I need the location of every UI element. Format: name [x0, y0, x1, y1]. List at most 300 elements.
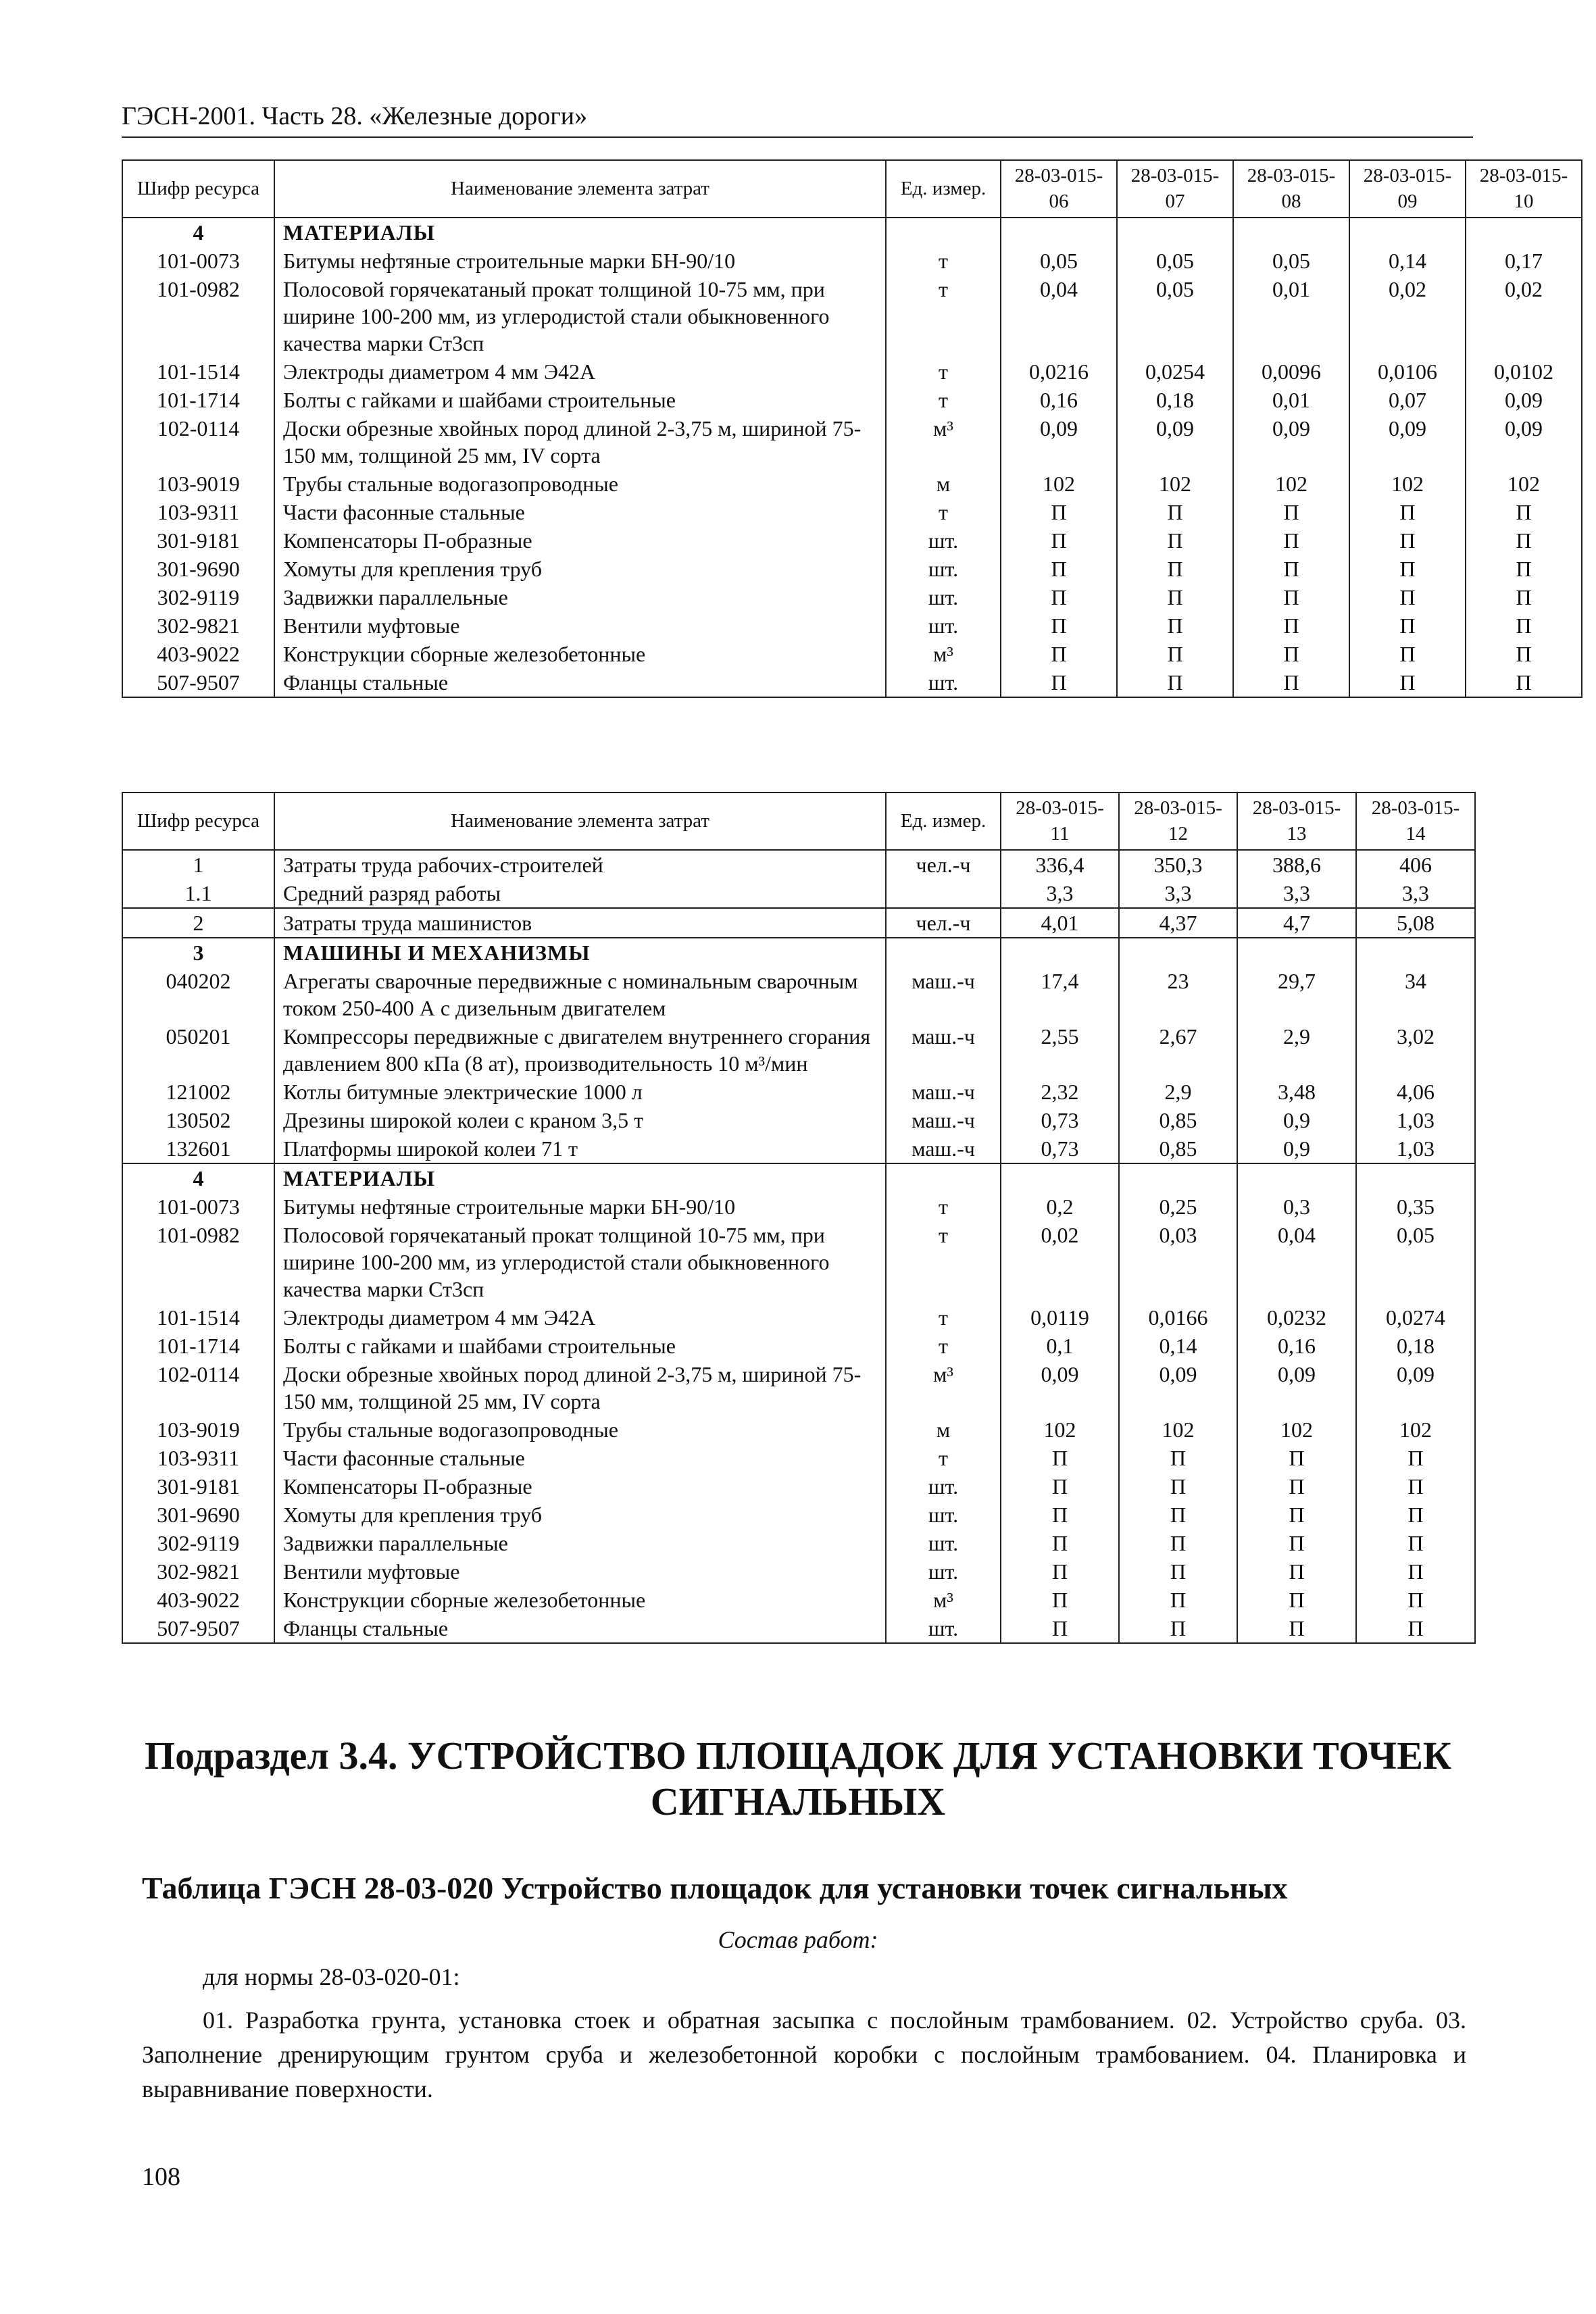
resource-code: 403-9022 — [122, 1586, 274, 1614]
value-cell: П — [1117, 583, 1233, 611]
resource-code: 302-9821 — [122, 1557, 274, 1586]
value-cell: П — [1119, 1444, 1237, 1472]
unit-cell: шт. — [886, 668, 1001, 697]
value-cell: П — [1001, 1586, 1119, 1614]
unit-cell: т — [886, 386, 1001, 414]
table-row — [122, 1501, 1475, 1529]
value-cell: П — [1001, 1529, 1119, 1557]
unit-cell: чел.-ч — [886, 850, 1001, 879]
value-cell: П — [1001, 668, 1117, 697]
empty-cell — [1237, 938, 1356, 967]
value-cell: П — [1119, 1614, 1237, 1643]
unit-cell: м³ — [886, 1586, 1001, 1614]
resource-code: 302-9821 — [122, 611, 274, 640]
unit-cell: шт. — [886, 1557, 1001, 1586]
table-row — [122, 1586, 1475, 1614]
value-cell: 0,09 — [1001, 414, 1117, 470]
resource-table-015-11-14 — [122, 792, 1476, 1644]
header-unit: Ед. измер. — [886, 160, 1001, 218]
section-title: МАТЕРИАЛЫ — [274, 218, 886, 247]
value-cell: 0,02 — [1001, 1221, 1119, 1303]
value-cell: 0,05 — [1001, 247, 1117, 275]
value-cell: П — [1117, 611, 1233, 640]
table-row — [122, 275, 1582, 357]
table-row — [122, 640, 1582, 668]
value-cell: П — [1237, 1444, 1356, 1472]
resource-name: Полосовой горячекатаный прокат толщиной 10-75 мм, при ширине 100-200 мм, из углеродистой стали обыкновенного качества марки Ст3сп — [274, 275, 886, 357]
header-norm: 28-03-015-08 — [1233, 160, 1349, 218]
resource-name: Средний разряд работы — [274, 879, 886, 908]
value-cell: П — [1466, 526, 1582, 555]
value-cell: 0,02 — [1466, 275, 1582, 357]
resource-name: Затраты труда рабочих-строителей — [274, 850, 886, 879]
resource-code: 102-0114 — [122, 1360, 274, 1415]
resource-code: 101-0073 — [122, 247, 274, 275]
value-cell: П — [1349, 555, 1466, 583]
value-cell: 0,0232 — [1237, 1303, 1356, 1332]
resource-code: 101-0982 — [122, 275, 274, 357]
unit-cell: т — [886, 247, 1001, 275]
resource-code: 101-1514 — [122, 357, 274, 386]
value-cell: П — [1001, 555, 1117, 583]
resource-name: Хомуты для крепления труб — [274, 1501, 886, 1529]
resource-name: Вентили муфтовые — [274, 1557, 886, 1586]
resource-code: 1 — [122, 850, 274, 879]
resource-code: 2 — [122, 908, 274, 938]
value-cell: П — [1001, 640, 1117, 668]
unit-cell: маш.-ч — [886, 1106, 1001, 1134]
value-cell: 2,9 — [1237, 1022, 1356, 1078]
value-cell: П — [1117, 498, 1233, 526]
value-cell: 29,7 — [1237, 967, 1356, 1022]
unit-cell — [886, 879, 1001, 908]
resource-name: Битумы нефтяные строительные марки БН-90/10 — [274, 247, 886, 275]
unit-cell: маш.-ч — [886, 1078, 1001, 1106]
table-row — [122, 583, 1582, 611]
value-cell: 0,1 — [1001, 1332, 1119, 1360]
table-row — [122, 1557, 1475, 1586]
value-cell: П — [1119, 1586, 1237, 1614]
resource-name: Фланцы стальные — [274, 1614, 886, 1643]
value-cell: П — [1119, 1529, 1237, 1557]
value-cell: 0,0254 — [1117, 357, 1233, 386]
table-row — [122, 1614, 1475, 1643]
unit-cell: чел.-ч — [886, 908, 1001, 938]
value-cell: 0,09 — [1466, 414, 1582, 470]
value-cell: 102 — [1001, 470, 1117, 498]
header-unit: Ед. измер. — [886, 793, 1001, 850]
resource-name: Компрессоры передвижные с двигателем внутреннего сгорания давлением 800 кПа (8 ат), производительность 10 м³/мин — [274, 1022, 886, 1078]
value-cell: П — [1237, 1586, 1356, 1614]
unit-cell: шт. — [886, 1529, 1001, 1557]
value-cell: 0,04 — [1237, 1221, 1356, 1303]
value-cell: 102 — [1466, 470, 1582, 498]
table-row — [122, 1134, 1475, 1163]
value-cell: П — [1117, 555, 1233, 583]
table-row — [122, 1106, 1475, 1134]
value-cell: 0,73 — [1001, 1134, 1119, 1163]
value-cell: П — [1466, 498, 1582, 526]
value-cell: 0,2 — [1001, 1192, 1119, 1221]
table-row — [122, 1415, 1475, 1444]
resource-code: 101-1714 — [122, 386, 274, 414]
unit-cell: т — [886, 1192, 1001, 1221]
value-cell: 0,25 — [1119, 1192, 1237, 1221]
section-row — [122, 938, 1475, 967]
value-cell: 5,08 — [1356, 908, 1475, 938]
value-cell: 0,0106 — [1349, 357, 1466, 386]
value-cell: П — [1349, 526, 1466, 555]
unit-cell: шт. — [886, 1501, 1001, 1529]
resource-name: Доски обрезные хвойных пород длиной 2-3,75 м, шириной 75-150 мм, толщиной 25 мм, IV сорта — [274, 1360, 886, 1415]
resource-code: 101-0073 — [122, 1192, 274, 1221]
value-cell: 0,05 — [1117, 247, 1233, 275]
resource-name: Битумы нефтяные строительные марки БН-90/10 — [274, 1192, 886, 1221]
header-code: Шифр ресурса — [122, 793, 274, 850]
value-cell: 0,05 — [1356, 1221, 1475, 1303]
header-norm: 28-03-015-09 — [1349, 160, 1466, 218]
table-row — [122, 555, 1582, 583]
resource-code: 403-9022 — [122, 640, 274, 668]
resource-name: Дрезины широкой колеи с краном 3,5 т — [274, 1106, 886, 1134]
table-row — [122, 1303, 1475, 1332]
value-cell: 2,32 — [1001, 1078, 1119, 1106]
table-row — [122, 1332, 1475, 1360]
resource-code: 101-0982 — [122, 1221, 274, 1303]
value-cell: 3,02 — [1356, 1022, 1475, 1078]
value-cell: 0,09 — [1233, 414, 1349, 470]
unit-cell: маш.-ч — [886, 967, 1001, 1022]
value-cell: П — [1356, 1614, 1475, 1643]
value-cell: 0,14 — [1119, 1332, 1237, 1360]
table-row — [122, 611, 1582, 640]
resource-name: Задвижки параллельные — [274, 1529, 886, 1557]
table-header-row — [122, 793, 1475, 850]
resource-name: Котлы битумные электрические 1000 л — [274, 1078, 886, 1106]
resource-name: Болты с гайками и шайбами строительные — [274, 1332, 886, 1360]
value-cell: П — [1356, 1501, 1475, 1529]
value-cell: 0,85 — [1119, 1134, 1237, 1163]
value-cell: 4,7 — [1237, 908, 1356, 938]
value-cell: 0,0102 — [1466, 357, 1582, 386]
value-cell: П — [1356, 1557, 1475, 1586]
resource-name: Электроды диаметром 4 мм Э42А — [274, 1303, 886, 1332]
unit-cell: т — [886, 1221, 1001, 1303]
subsection-title: Подраздел 3.4. УСТРОЙСТВО ПЛОЩАДОК ДЛЯ УСТАНОВКИ ТОЧЕК СИГНАЛЬНЫХ — [145, 1734, 1451, 1824]
value-cell: 0,09 — [1001, 1360, 1119, 1415]
value-cell: П — [1356, 1444, 1475, 1472]
value-cell: П — [1233, 498, 1349, 526]
value-cell: П — [1117, 668, 1233, 697]
resource-name: Болты с гайками и шайбами строительные — [274, 386, 886, 414]
table-body — [122, 850, 1475, 1643]
empty-cell — [1119, 1163, 1237, 1192]
value-cell: 0,16 — [1237, 1332, 1356, 1360]
value-cell: 2,67 — [1119, 1022, 1237, 1078]
resource-name: Части фасонные стальные — [274, 1444, 886, 1472]
table-row — [122, 1529, 1475, 1557]
resource-name: Затраты труда машинистов — [274, 908, 886, 938]
section-code: 3 — [122, 938, 274, 967]
value-cell: 23 — [1119, 967, 1237, 1022]
value-cell: П — [1349, 583, 1466, 611]
table-row — [122, 668, 1582, 697]
unit-cell: маш.-ч — [886, 1134, 1001, 1163]
table-header-row — [122, 160, 1582, 218]
resource-code: 1.1 — [122, 879, 274, 908]
resource-name: Трубы стальные водогазопроводные — [274, 1415, 886, 1444]
value-cell: 0,73 — [1001, 1106, 1119, 1134]
unit-cell: шт. — [886, 611, 1001, 640]
resource-code: 040202 — [122, 967, 274, 1022]
value-cell: П — [1356, 1472, 1475, 1501]
unit-cell: т — [886, 498, 1001, 526]
value-cell: 0,0119 — [1001, 1303, 1119, 1332]
value-cell: 2,9 — [1119, 1078, 1237, 1106]
value-cell: П — [1356, 1586, 1475, 1614]
unit-cell: м³ — [886, 414, 1001, 470]
unit-cell: т — [886, 1444, 1001, 1472]
value-cell: 0,16 — [1001, 386, 1117, 414]
value-cell: 0,01 — [1233, 275, 1349, 357]
value-cell: 0,02 — [1349, 275, 1466, 357]
unit-cell: м³ — [886, 1360, 1001, 1415]
unit-cell: м³ — [886, 640, 1001, 668]
table-title: Таблица ГЭСН 28-03-020 Устройство площадок для установки точек сигнальных — [142, 1871, 1288, 1905]
value-cell: П — [1466, 640, 1582, 668]
value-cell: П — [1119, 1557, 1237, 1586]
value-cell: 0,35 — [1356, 1192, 1475, 1221]
value-cell: П — [1349, 611, 1466, 640]
value-cell: П — [1233, 583, 1349, 611]
value-cell: 102 — [1001, 1415, 1119, 1444]
empty-cell — [886, 1163, 1001, 1192]
resource-name: Агрегаты сварочные передвижные с номинальным сварочным током 250-400 А с дизельным двигателем — [274, 967, 886, 1022]
value-cell: 0,14 — [1349, 247, 1466, 275]
section-title: МАШИНЫ И МЕХАНИЗМЫ — [274, 938, 886, 967]
resource-code: 101-1714 — [122, 1332, 274, 1360]
value-cell: 0,09 — [1349, 414, 1466, 470]
unit-cell: м — [886, 470, 1001, 498]
unit-cell: шт. — [886, 555, 1001, 583]
value-cell: П — [1233, 668, 1349, 697]
table-row — [122, 1472, 1475, 1501]
value-cell: П — [1237, 1557, 1356, 1586]
resource-name: Электроды диаметром 4 мм Э42А — [274, 357, 886, 386]
value-cell: 0,09 — [1119, 1360, 1237, 1415]
table-row — [122, 1444, 1475, 1472]
value-cell: П — [1119, 1501, 1237, 1529]
header-name: Наименование элемента затрат — [274, 160, 886, 218]
value-cell: 102 — [1237, 1415, 1356, 1444]
resource-name: Компенсаторы П-образные — [274, 526, 886, 555]
section-code: 4 — [122, 1163, 274, 1192]
header-code: Шифр ресурса — [122, 160, 274, 218]
value-cell: 0,3 — [1237, 1192, 1356, 1221]
norm-label: для нормы 28-03-020-01: — [203, 1963, 460, 1990]
value-cell: 0,0096 — [1233, 357, 1349, 386]
value-cell: П — [1237, 1501, 1356, 1529]
empty-cell — [1356, 1163, 1475, 1192]
table-row — [122, 498, 1582, 526]
value-cell: П — [1466, 555, 1582, 583]
header-norm: 28-03-015-12 — [1119, 793, 1237, 850]
value-cell: П — [1117, 640, 1233, 668]
value-cell: 2,55 — [1001, 1022, 1119, 1078]
page-number: 108 — [142, 2163, 180, 2191]
empty-cell — [1119, 938, 1237, 967]
value-cell: П — [1233, 640, 1349, 668]
value-cell: 3,3 — [1356, 879, 1475, 908]
section-code: 4 — [122, 218, 274, 247]
table-row — [122, 967, 1475, 1022]
resource-name: Доски обрезные хвойных пород длиной 2-3,75 м, шириной 75-150 мм, толщиной 25 мм, IV сорта — [274, 414, 886, 470]
section-row — [122, 218, 1582, 247]
value-cell: 406 — [1356, 850, 1475, 879]
value-cell: 3,3 — [1001, 879, 1119, 908]
value-cell: П — [1001, 1614, 1119, 1643]
value-cell: П — [1356, 1529, 1475, 1557]
value-cell: 4,37 — [1119, 908, 1237, 938]
value-cell: 0,0216 — [1001, 357, 1117, 386]
value-cell: 4,01 — [1001, 908, 1119, 938]
header-norm: 28-03-015-10 — [1466, 160, 1582, 218]
resource-name: Платформы широкой колеи 71 т — [274, 1134, 886, 1163]
resource-name: Полосовой горячекатаный прокат толщиной 10-75 мм, при ширине 100-200 мм, из углеродистой стали обыкновенного качества марки Ст3сп — [274, 1221, 886, 1303]
unit-cell: маш.-ч — [886, 1022, 1001, 1078]
table-row — [122, 1221, 1475, 1303]
value-cell: 102 — [1356, 1415, 1475, 1444]
header-norm: 28-03-015-14 — [1356, 793, 1475, 850]
value-cell: П — [1001, 1444, 1119, 1472]
resource-name: Компенсаторы П-образные — [274, 1472, 886, 1501]
resource-code: 301-9181 — [122, 526, 274, 555]
value-cell: 102 — [1117, 470, 1233, 498]
value-cell: 0,17 — [1466, 247, 1582, 275]
empty-cell — [1237, 1163, 1356, 1192]
resource-name: Хомуты для крепления труб — [274, 555, 886, 583]
value-cell: 3,3 — [1119, 879, 1237, 908]
value-cell: П — [1466, 668, 1582, 697]
table-row — [122, 386, 1582, 414]
value-cell: 0,9 — [1237, 1106, 1356, 1134]
resource-name: Трубы стальные водогазопроводные — [274, 470, 886, 498]
empty-cell — [886, 938, 1001, 967]
resource-code: 302-9119 — [122, 583, 274, 611]
value-cell: 0,0166 — [1119, 1303, 1237, 1332]
resource-name: Вентили муфтовые — [274, 611, 886, 640]
resource-code: 507-9507 — [122, 1614, 274, 1643]
table-body — [122, 218, 1582, 697]
resource-name: Конструкции сборные железобетонные — [274, 640, 886, 668]
header-name: Наименование элемента затрат — [274, 793, 886, 850]
unit-cell: м — [886, 1415, 1001, 1444]
running-header: ГЭСН-2001. Часть 28. «Железные дороги» — [122, 101, 1473, 138]
empty-cell — [1356, 938, 1475, 967]
unit-cell: т — [886, 1332, 1001, 1360]
resource-code: 301-9181 — [122, 1472, 274, 1501]
resource-code: 121002 — [122, 1078, 274, 1106]
value-cell: 0,09 — [1356, 1360, 1475, 1415]
value-cell: П — [1349, 668, 1466, 697]
value-cell: 350,3 — [1119, 850, 1237, 879]
value-cell: П — [1001, 1501, 1119, 1529]
value-cell: 102 — [1233, 470, 1349, 498]
table-row — [122, 247, 1582, 275]
empty-cell — [1001, 1163, 1119, 1192]
value-cell: 0,07 — [1349, 386, 1466, 414]
value-cell: 0,18 — [1356, 1332, 1475, 1360]
resource-code: 132601 — [122, 1134, 274, 1163]
value-cell: 0,03 — [1119, 1221, 1237, 1303]
value-cell: 102 — [1119, 1415, 1237, 1444]
value-cell: П — [1001, 498, 1117, 526]
unit-cell: т — [886, 357, 1001, 386]
empty-cell — [1001, 938, 1119, 967]
resource-name: Части фасонные стальные — [274, 498, 886, 526]
value-cell: П — [1466, 611, 1582, 640]
value-cell: 102 — [1349, 470, 1466, 498]
value-cell: 0,01 — [1233, 386, 1349, 414]
value-cell: 388,6 — [1237, 850, 1356, 879]
value-cell: 1,03 — [1356, 1134, 1475, 1163]
unit-cell: т — [886, 1303, 1001, 1332]
value-cell: П — [1001, 526, 1117, 555]
composition-label: Состав работ: — [718, 1926, 878, 1953]
value-cell: 0,09 — [1117, 414, 1233, 470]
table-row — [122, 879, 1475, 908]
value-cell: 0,85 — [1119, 1106, 1237, 1134]
resource-code: 101-1514 — [122, 1303, 274, 1332]
value-cell: П — [1001, 1472, 1119, 1501]
table-row — [122, 1192, 1475, 1221]
section-title: МАТЕРИАЛЫ — [274, 1163, 886, 1192]
resource-code: 301-9690 — [122, 1501, 274, 1529]
value-cell: П — [1119, 1472, 1237, 1501]
value-cell: 0,05 — [1233, 247, 1349, 275]
table-row — [122, 908, 1475, 938]
value-cell: 34 — [1356, 967, 1475, 1022]
resource-name: Конструкции сборные железобетонные — [274, 1586, 886, 1614]
value-cell: П — [1001, 611, 1117, 640]
value-cell: 0,05 — [1117, 275, 1233, 357]
resource-code: 103-9311 — [122, 1444, 274, 1472]
value-cell: 3,48 — [1237, 1078, 1356, 1106]
section-row — [122, 1163, 1475, 1192]
resource-code: 130502 — [122, 1106, 274, 1134]
table-row — [122, 850, 1475, 879]
value-cell: 0,18 — [1117, 386, 1233, 414]
value-cell: П — [1233, 526, 1349, 555]
value-cell: П — [1237, 1614, 1356, 1643]
value-cell: 0,04 — [1001, 275, 1117, 357]
value-cell: П — [1001, 583, 1117, 611]
header-norm: 28-03-015-07 — [1117, 160, 1233, 218]
unit-cell: шт. — [886, 1472, 1001, 1501]
table-row — [122, 1078, 1475, 1106]
value-cell: П — [1001, 1557, 1119, 1586]
value-cell: П — [1466, 583, 1582, 611]
resource-code: 103-9019 — [122, 1415, 274, 1444]
resource-code: 302-9119 — [122, 1529, 274, 1557]
table-row — [122, 470, 1582, 498]
unit-cell: т — [886, 275, 1001, 357]
work-description: 01. Разработка грунта, установка стоек и обратная засыпка с послойным трамбованием. 02. Устройство сруба. 03. Заполнение дренирующим грунтом сруба и железобетонной коробки с послойным трамбованием. 04. Планировка и выравнивание поверхности. — [142, 2007, 1466, 2103]
header-norm: 28-03-015-06 — [1001, 160, 1117, 218]
value-cell: П — [1233, 611, 1349, 640]
value-cell: П — [1237, 1529, 1356, 1557]
value-cell: 1,03 — [1356, 1106, 1475, 1134]
